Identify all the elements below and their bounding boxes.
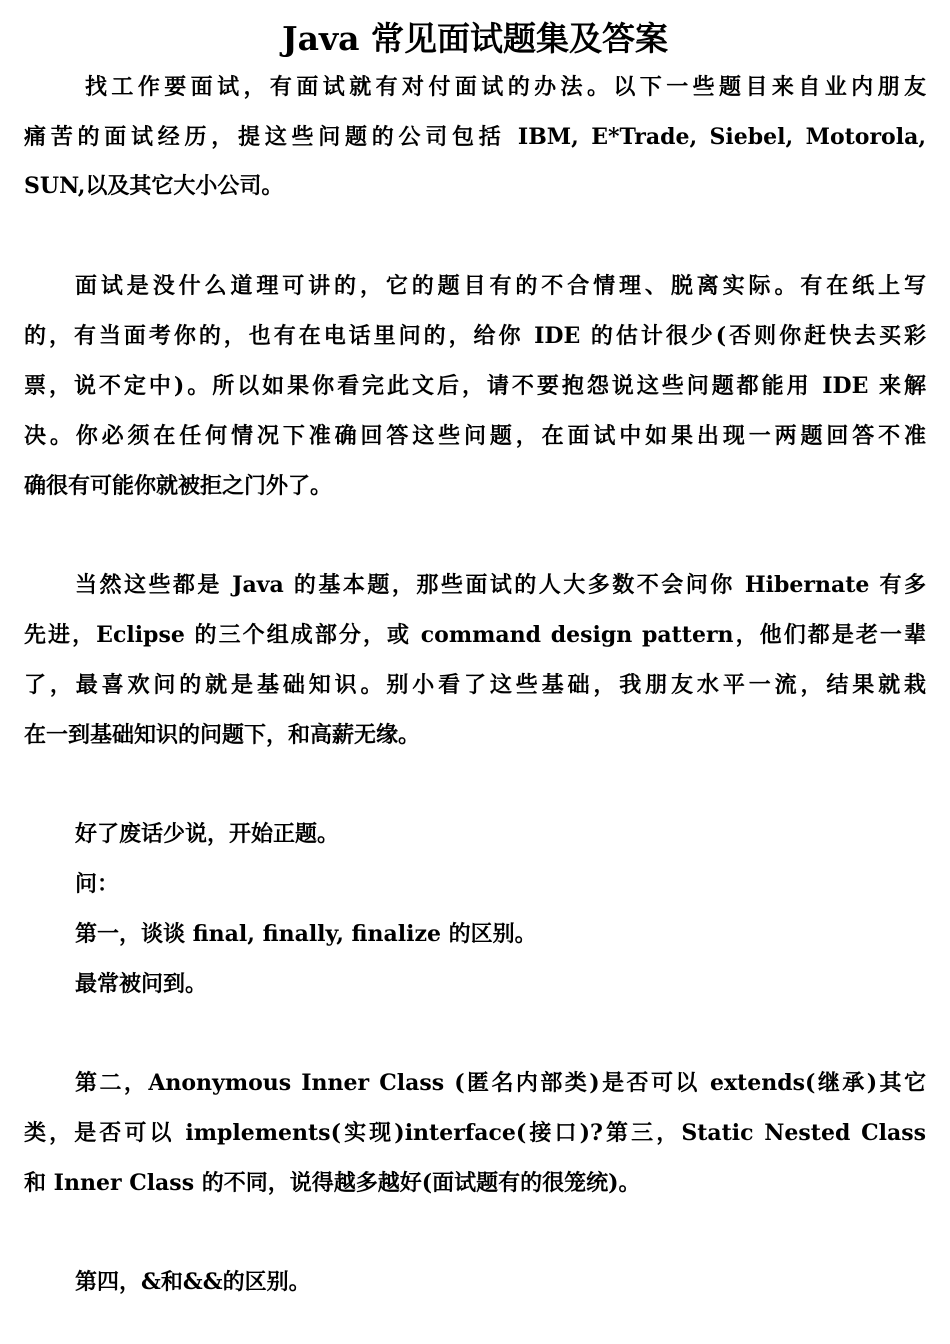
- paragraph-1-line-3: SUN,以及其它大小公司。: [24, 173, 284, 199]
- question-3-line: 和 Inner Class 的不同，说得越多越好(面试题有的很笼统)。: [24, 1170, 641, 1196]
- question-2-line-1: 第二，Anonymous Inner Class (匿名内部类)是否可以 extends(继承)其它: [75, 1070, 926, 1096]
- question-label: 问：: [75, 871, 120, 897]
- paragraph-4-line-1: 好了废话少说，开始正题。: [75, 821, 340, 847]
- question-1: 第一，谈谈 final, finally, finalize 的区别。: [75, 921, 537, 947]
- question-2-line-2: 类，是否可以 implements(实现)interface(接口)?第三，Static Nested Class: [24, 1120, 926, 1146]
- paragraph-3-line-2: 先进，Eclipse 的三个组成部分，或 command design pattern，他们都是老一辈: [24, 622, 926, 648]
- paragraph-2-line-1: 面试是没什么道理可讲的，它的题目有的不合情理、脱离实际。有在纸上写: [75, 273, 926, 299]
- paragraph-2-line-4: 决。你必须在任何情况下准确回答这些问题，在面试中如果出现一两题回答不准: [24, 423, 926, 449]
- paragraph-2-line-5: 确很有可能你就被拒之门外了。: [24, 473, 333, 499]
- paragraph-3-line-1: 当然这些都是 Java 的基本题，那些面试的人大多数不会问你 Hibernate 有多: [75, 572, 926, 598]
- question-1-note: 最常被问到。: [75, 971, 208, 997]
- paragraph-3-line-3: 了，最喜欢问的就是基础知识。别小看了这些基础，我朋友水平一流，结果就栽: [24, 672, 926, 698]
- paragraph-1-line-1: 找工作要面试，有面试就有对付面试的办法。以下一些题目来自业内朋友: [85, 74, 926, 100]
- paragraph-2-line-3: 票，说不定中)。所以如果你看完此文后，请不要抱怨说这些问题都能用 IDE 来解: [24, 373, 926, 399]
- paragraph-2-line-2: 的，有当面考你的，也有在电话里问的，给你 IDE 的估计很少(否则你赶快去买彩: [24, 323, 926, 349]
- paragraph-1-line-2: 痛苦的面试经历，提这些问题的公司包括 IBM, E*Trade, Siebel, Motorola,: [24, 124, 926, 150]
- question-4: 第四，&和&&的区别。: [75, 1269, 311, 1295]
- paragraph-3-line-4: 在一到基础知识的问题下，和高薪无缘。: [24, 722, 421, 748]
- document-title: Java 常见面试题集及答案: [281, 19, 669, 58]
